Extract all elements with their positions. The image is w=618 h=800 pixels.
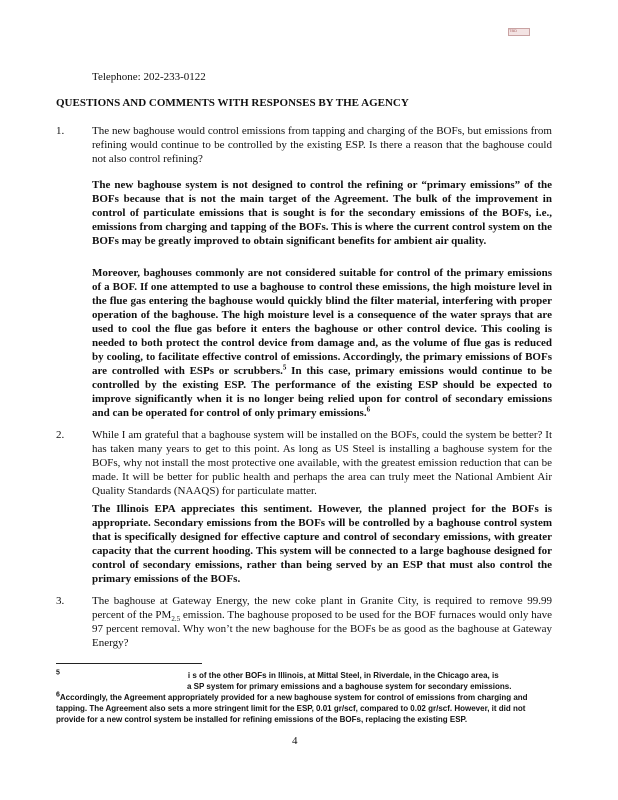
footnote-5-text-1: i s of the other BOFs in Illinois, at Mittal Steel, in Riverdale, in the Chicago area, is bbox=[187, 671, 499, 680]
footnote-6-text: Accordingly, the Agreement appropriately provided for a new baghouse system for control of emissions from charging and tapping. The Agreement also sets a more stringent limit for the ESP, 0.01 gr/scf, compared to 0.02 gr/scf. However, it did not provide for a new control system be installed for refining emissions of the BOFs, replacing the existing ESP. bbox=[56, 693, 528, 724]
page-number: 4 bbox=[292, 735, 298, 747]
footnote-ref-6: 6 bbox=[366, 405, 371, 414]
item-number-1: 1. bbox=[56, 125, 65, 137]
response-1-paragraph-2 bbox=[92, 266, 552, 420]
item-number-2: 2. bbox=[56, 429, 65, 441]
section-heading: QUESTIONS AND COMMENTS WITH RESPONSES BY THE AGENCY bbox=[56, 97, 409, 109]
footnote-divider bbox=[56, 663, 202, 664]
question-2: While I am grateful that a baghouse system will be installed on the BOFs, could the system be better? It has taken many years to get to this point. As long as US Steel is installing a baghouse system for the BOFs, why not install the most protective one available, with the greatest emission reduction that can be made. It will be better for public health and perhaps the area can truly meet the National Ambient Air Quality Standards (NAAQS) for particulate matter. bbox=[92, 429, 552, 497]
footnote-6-mark: 6 bbox=[56, 691, 60, 699]
footnote-5-mark: 5 bbox=[56, 669, 60, 677]
question-1: The new baghouse would control emissions from tapping and charging of the BOFs, but emissions from refining would continue to be controlled by the existing ESP. Is there a reason that the baghouse could not also control refining? bbox=[92, 125, 552, 165]
footnote-5-line-1 bbox=[56, 670, 556, 681]
footnote-5-line-2 bbox=[56, 681, 556, 692]
question-3-text-b: emission. The baghouse proposed to be used for the BOF furnaces would only have 97 percent removal. Why won’t the new baghouse for the BOFs be as good as the baghouse at Gateway Energy? bbox=[92, 609, 552, 649]
stamp-text: TBD bbox=[509, 28, 517, 33]
footnote-5-text-2: a SP system for primary emissions and a baghouse system for secondary emissions. bbox=[187, 682, 512, 691]
footnote-ref-5: 5 bbox=[282, 363, 287, 372]
pm-subscript: 2.5 bbox=[171, 615, 181, 624]
question-3 bbox=[92, 594, 552, 650]
footnote-6 bbox=[56, 692, 556, 725]
response-1-paragraph-1: The new baghouse system is not designed to control the refining or “primary emissions” of the BOFs because that is not the main target of the Agreement. The bulk of the improvement in control of particulate emissions that is sought is for the secondary emissions of the BOFs, i.e., emissions from charging and tapping of the BOFs. This is where the current control system on the BOFs may be greatly improved to obtain significant benefits for ambient air quality. bbox=[92, 179, 552, 247]
item-number-3: 3. bbox=[56, 595, 65, 607]
telephone-line: Telephone: 202-233-0122 bbox=[92, 71, 206, 83]
response-1-paragraph-2-text-a: Moreover, baghouses commonly are not considered suitable for control of the primary emissions of a BOF. If one attempted to use a baghouse to control these emissions, the high moisture level in the flue gas entering the baghouse would quickly blind the filter material, interfering with proper operation of the baghouse. The high moisture level is a consequence of the water sprays that are used to cool the flue gas before it enters the baghouse or other control device. This cooling is needed to both protect the control device from damage and, as the volume of flue gas is reduced by cooling, to facilitate effective control of emissions. Accordingly, the primary emissions of BOFs are controlled with ESPs or scrubbers. bbox=[92, 267, 552, 377]
response-1-paragraph-2-text-b: In this case, primary emissions would continue to be controlled by the existing ESP. The performance of the existing ESP should be expected to improve significantly when it is no longer being relied upon for control of secondary emissions and can be operated for control of only primary emissions. bbox=[92, 365, 552, 419]
response-2: The Illinois EPA appreciates this sentiment. However, the planned project for the BOFs is appropriate. Secondary emissions from the BOFs will be controlled by a baghouse control system that is specifically designed for effective capture and control of secondary emissions, with greater capacity that the current hooding. This system will be connected to a large baghouse designed for control of secondary emissions, rather than being served by an ESP that must also control the primary emissions of the BOFs. bbox=[92, 503, 552, 585]
question-3-text-a: The baghouse at Gateway Energy, the new coke plant in Granite City, is required to remove 99.99 percent of the PM bbox=[92, 595, 552, 621]
